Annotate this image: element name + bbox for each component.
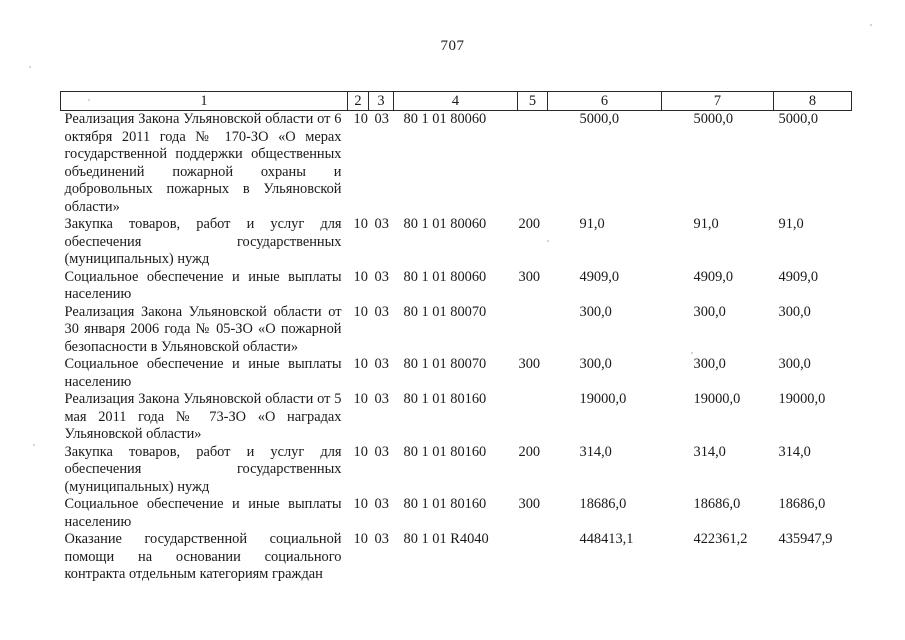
row-target-code: 80 1 01 R4040 bbox=[403, 531, 489, 547]
row-value-col-6: 5000,0 bbox=[579, 111, 620, 127]
row-value-col-8: 19000,0 bbox=[778, 391, 826, 407]
scan-speck bbox=[691, 352, 693, 354]
row-name: Социальное обеспечение и иные выплаты населению bbox=[64, 496, 342, 530]
row-value-col-6: 448413,1 bbox=[579, 531, 634, 547]
row-expense-type bbox=[518, 111, 548, 217]
row-value-col-6: 18686,0 bbox=[579, 496, 627, 512]
row-value-col-8: 18686,0 bbox=[778, 496, 826, 512]
row-value-col-8: 300,0 bbox=[778, 356, 811, 372]
row-value-col-6: 4909,0 bbox=[579, 268, 620, 285]
table-row bbox=[61, 531, 852, 584]
row-value-col-7: 5000,0 bbox=[693, 111, 734, 127]
row-value-col-7: 18686,0 bbox=[693, 496, 741, 512]
row-value-col-7: 19000,0 bbox=[693, 391, 741, 407]
scan-speck bbox=[88, 99, 90, 101]
row-value-col-6: 314,0 bbox=[579, 443, 612, 460]
table-row bbox=[61, 444, 852, 497]
row-name: Социальное обеспечение и иные выплаты населению bbox=[64, 356, 342, 390]
row-value-col-8: 91,0 bbox=[778, 216, 804, 232]
row-target-code: 80 1 01 80060 bbox=[403, 268, 487, 285]
row-value-col-8: 435947,9 bbox=[778, 531, 833, 547]
row-expense-type bbox=[518, 531, 548, 584]
table-row bbox=[61, 391, 852, 444]
row-section: 10 bbox=[353, 303, 368, 320]
header-col-3: 3 bbox=[369, 92, 394, 111]
scan-speck bbox=[870, 24, 872, 26]
row-name: Оказание государственной социальной помощи на основании социального контракта отдельным категориям граждан bbox=[64, 531, 342, 582]
row-subsection: 03 bbox=[374, 268, 389, 285]
row-target-code: 80 1 01 80060 bbox=[403, 111, 487, 127]
row-value-col-7: 314,0 bbox=[693, 443, 726, 460]
row-section: 10 bbox=[353, 111, 368, 127]
row-expense-type: 200 bbox=[518, 443, 541, 460]
row-target-code: 80 1 01 80070 bbox=[403, 303, 487, 320]
row-expense-type: 300 bbox=[518, 496, 541, 512]
row-target-code: 80 1 01 80160 bbox=[403, 391, 487, 407]
table-row bbox=[61, 356, 852, 391]
table-row bbox=[61, 111, 852, 217]
row-section: 10 bbox=[353, 531, 368, 547]
header-col-7: 7 bbox=[662, 92, 774, 111]
row-value-col-7: 300,0 bbox=[693, 303, 726, 320]
row-name: Реализация Закона Ульяновской области от 5 мая 2011 года № 73-ЗО «О наградах Ульяновской области» bbox=[64, 391, 342, 442]
scan-speck bbox=[547, 240, 549, 242]
scan-speck bbox=[29, 66, 31, 68]
row-value-col-6: 91,0 bbox=[579, 216, 605, 232]
budget-table bbox=[60, 91, 852, 584]
header-col-8: 8 bbox=[774, 92, 852, 111]
scan-speck bbox=[33, 444, 35, 446]
table-row bbox=[61, 216, 852, 269]
row-subsection: 03 bbox=[374, 496, 389, 512]
row-section: 10 bbox=[353, 216, 368, 232]
row-target-code: 80 1 01 80070 bbox=[403, 356, 487, 372]
row-value-col-6: 300,0 bbox=[579, 356, 612, 372]
row-expense-type bbox=[518, 304, 548, 357]
row-subsection: 03 bbox=[374, 443, 389, 460]
row-target-code: 80 1 01 80060 bbox=[403, 216, 487, 232]
row-name: Закупка товаров, работ и услуг для обеспечения государственных (муниципальных) нужд bbox=[64, 216, 342, 267]
row-section: 10 bbox=[353, 443, 368, 460]
row-section: 10 bbox=[353, 496, 368, 512]
row-name: Реализация Закона Ульяновской области от 30 января 2006 года № 05-ЗО «О пожарной безопасности в Ульяновской области» bbox=[64, 303, 342, 355]
row-section: 10 bbox=[353, 391, 368, 407]
header-col-6: 6 bbox=[548, 92, 662, 111]
page-number: 707 bbox=[440, 38, 465, 54]
header-col-2: 2 bbox=[348, 92, 369, 111]
row-subsection: 03 bbox=[374, 391, 389, 407]
row-value-col-7: 91,0 bbox=[693, 216, 719, 232]
row-subsection: 03 bbox=[374, 111, 389, 127]
header-col-1: 1 bbox=[61, 92, 348, 111]
row-expense-type: 300 bbox=[518, 356, 541, 372]
row-value-col-6: 300,0 bbox=[579, 303, 612, 320]
row-target-code: 80 1 01 80160 bbox=[403, 443, 487, 460]
row-value-col-7: 422361,2 bbox=[693, 531, 748, 547]
row-value-col-8: 4909,0 bbox=[778, 268, 819, 285]
row-target-code: 80 1 01 80160 bbox=[403, 496, 487, 512]
row-subsection: 03 bbox=[374, 216, 389, 232]
row-subsection: 03 bbox=[374, 356, 389, 372]
row-section: 10 bbox=[353, 356, 368, 372]
row-value-col-8: 300,0 bbox=[778, 303, 811, 320]
row-value-col-8: 314,0 bbox=[778, 443, 811, 460]
row-subsection: 03 bbox=[374, 303, 389, 320]
row-value-col-7: 300,0 bbox=[693, 356, 726, 372]
row-subsection: 03 bbox=[374, 531, 389, 547]
table-row bbox=[61, 269, 852, 304]
row-expense-type: 300 bbox=[518, 268, 541, 285]
table-row bbox=[61, 496, 852, 531]
row-name: Закупка товаров, работ и услуг для обеспечения государственных (муниципальных) нужд bbox=[64, 443, 342, 495]
row-expense-type: 200 bbox=[518, 216, 541, 232]
header-col-5: 5 bbox=[518, 92, 548, 111]
row-section: 10 bbox=[353, 268, 368, 285]
header-col-4: 4 bbox=[394, 92, 518, 111]
row-value-col-8: 5000,0 bbox=[778, 111, 819, 127]
row-expense-type bbox=[518, 391, 548, 444]
row-value-col-7: 4909,0 bbox=[693, 268, 734, 285]
table-row bbox=[61, 304, 852, 357]
row-name: Социальное обеспечение и иные выплаты населению bbox=[64, 268, 342, 302]
table-header-row bbox=[61, 92, 852, 111]
row-name: Реализация Закона Ульяновской области от 6 октября 2011 года № 170-ЗО «О мерах государственной поддержки общественных объединений пожарной охраны и добровольных пожарных в Ульяновской области» bbox=[64, 111, 342, 215]
row-value-col-6: 19000,0 bbox=[579, 391, 627, 407]
